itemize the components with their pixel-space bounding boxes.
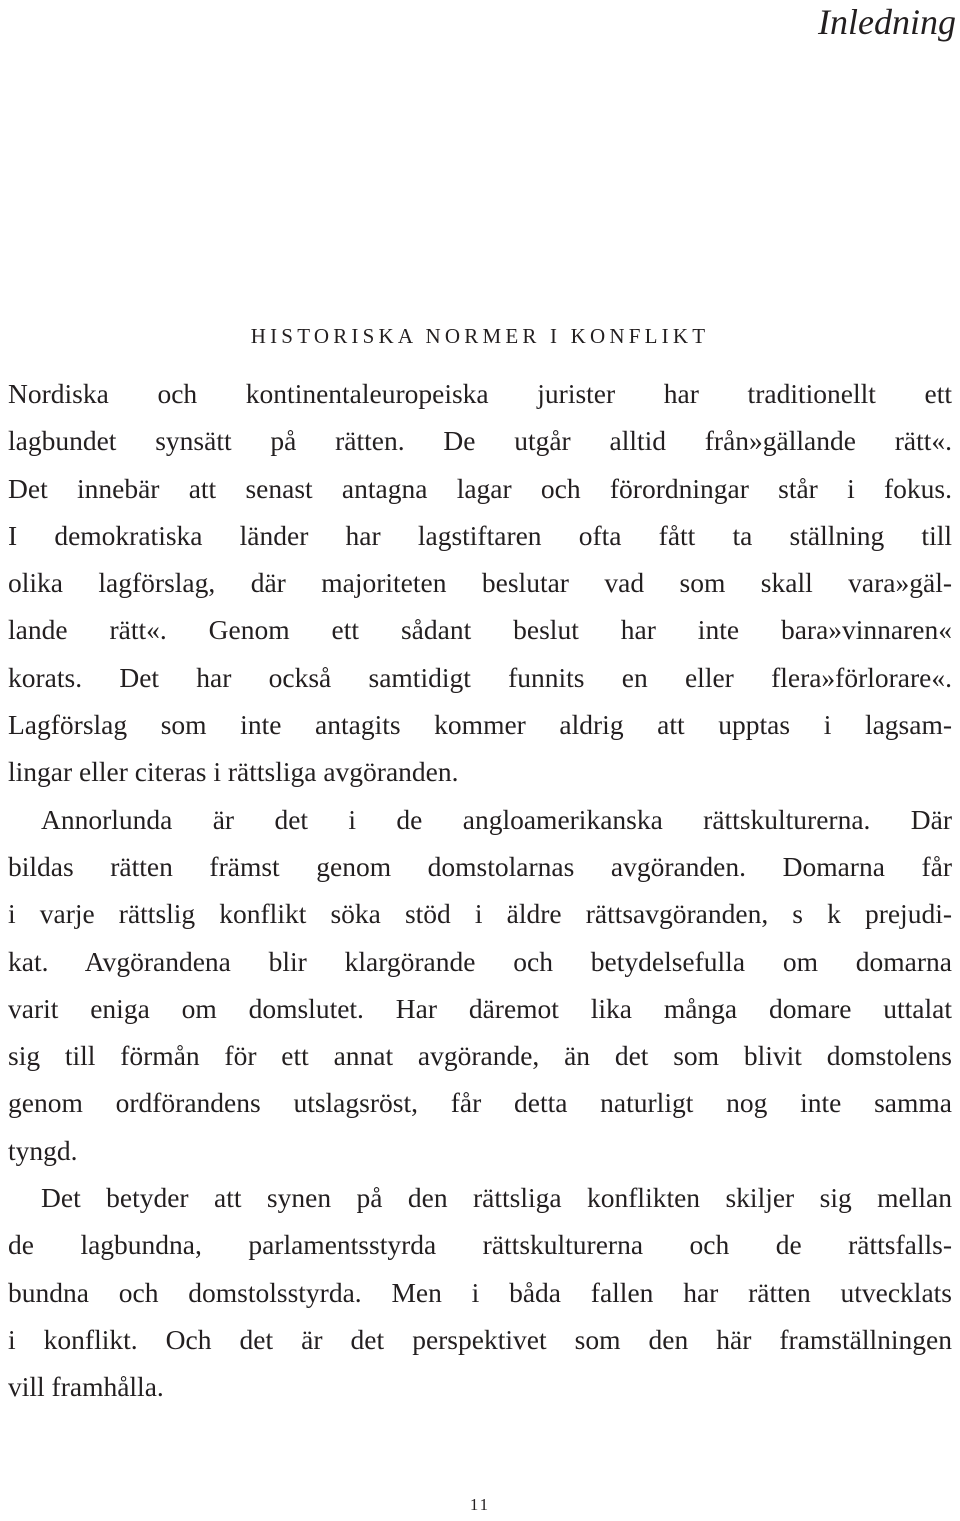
text-line: de lagbundna, parlamentsstyrda rättskulturerna och de rättsfalls- xyxy=(8,1229,952,1261)
paragraph xyxy=(8,370,952,796)
text-line: korats. Det har också samtidigt funnits en eller flera»förlorare«. xyxy=(8,661,952,693)
text-line: bundna och domstolsstyrda. Men i båda fallen har rätten utvecklats xyxy=(8,1276,952,1308)
text-line: lingar eller citeras i rättsliga avgöranden. xyxy=(8,756,459,788)
body-text xyxy=(8,370,952,1411)
text-line: Annorlunda är det i de angloamerikanska rättskulturerna. Där xyxy=(41,803,952,835)
text-line: varit eniga om domslutet. Har däremot lika många domare uttalat xyxy=(8,992,952,1024)
paragraph xyxy=(8,796,952,1174)
text-line: Det innebär att senast antagna lagar och förordningar står i fokus. xyxy=(8,472,952,504)
page-number: 11 xyxy=(469,1495,491,1514)
text-line: lagbundet synsätt på rätten. De utgår alltid från»gällande rätt«. xyxy=(8,425,952,457)
text-line: genom ordförandens utslagsröst, får detta naturligt nog inte samma xyxy=(8,1087,952,1119)
text-line: tyngd. xyxy=(8,1134,78,1166)
text-line: Det betyder att synen på den rättsliga konflikten skiljer sig mellan xyxy=(41,1182,952,1214)
text-line: I demokratiska länder har lagstiftaren ofta fått ta ställning till xyxy=(8,519,952,551)
text-line: i konflikt. Och det är det perspektivet som den här framställningen xyxy=(8,1323,952,1355)
text-line: kat. Avgörandena blir klargörande och betydelsefulla om domarna xyxy=(8,945,952,977)
text-line: olika lagförslag, där majoriteten beslutar vad som skall vara»gäl- xyxy=(8,567,952,599)
text-line: vill framhålla. xyxy=(8,1371,164,1403)
text-line: lande rätt«. Genom ett sådant beslut har inte bara»vinnaren« xyxy=(8,614,952,646)
section-heading: HISTORISKA NORMER I KONFLIKT xyxy=(250,324,710,348)
text-line: bildas rätten främst genom domstolarnas avgöranden. Domarna får xyxy=(8,850,952,882)
text-line: i varje rättslig konflikt söka stöd i äldre rättsavgöranden, s k prejudi- xyxy=(8,898,952,930)
text-line: Lagförslag som inte antagits kommer aldrig att upptas i lagsam- xyxy=(8,709,952,741)
running-head: Inledning xyxy=(818,2,956,42)
text-line: Nordiska och kontinentaleuropeiska jurister har traditionellt ett xyxy=(8,378,952,409)
text-line: sig till förmån för ett annat avgörande, än det som blivit domstolens xyxy=(8,1040,952,1072)
paragraph xyxy=(8,1174,952,1410)
